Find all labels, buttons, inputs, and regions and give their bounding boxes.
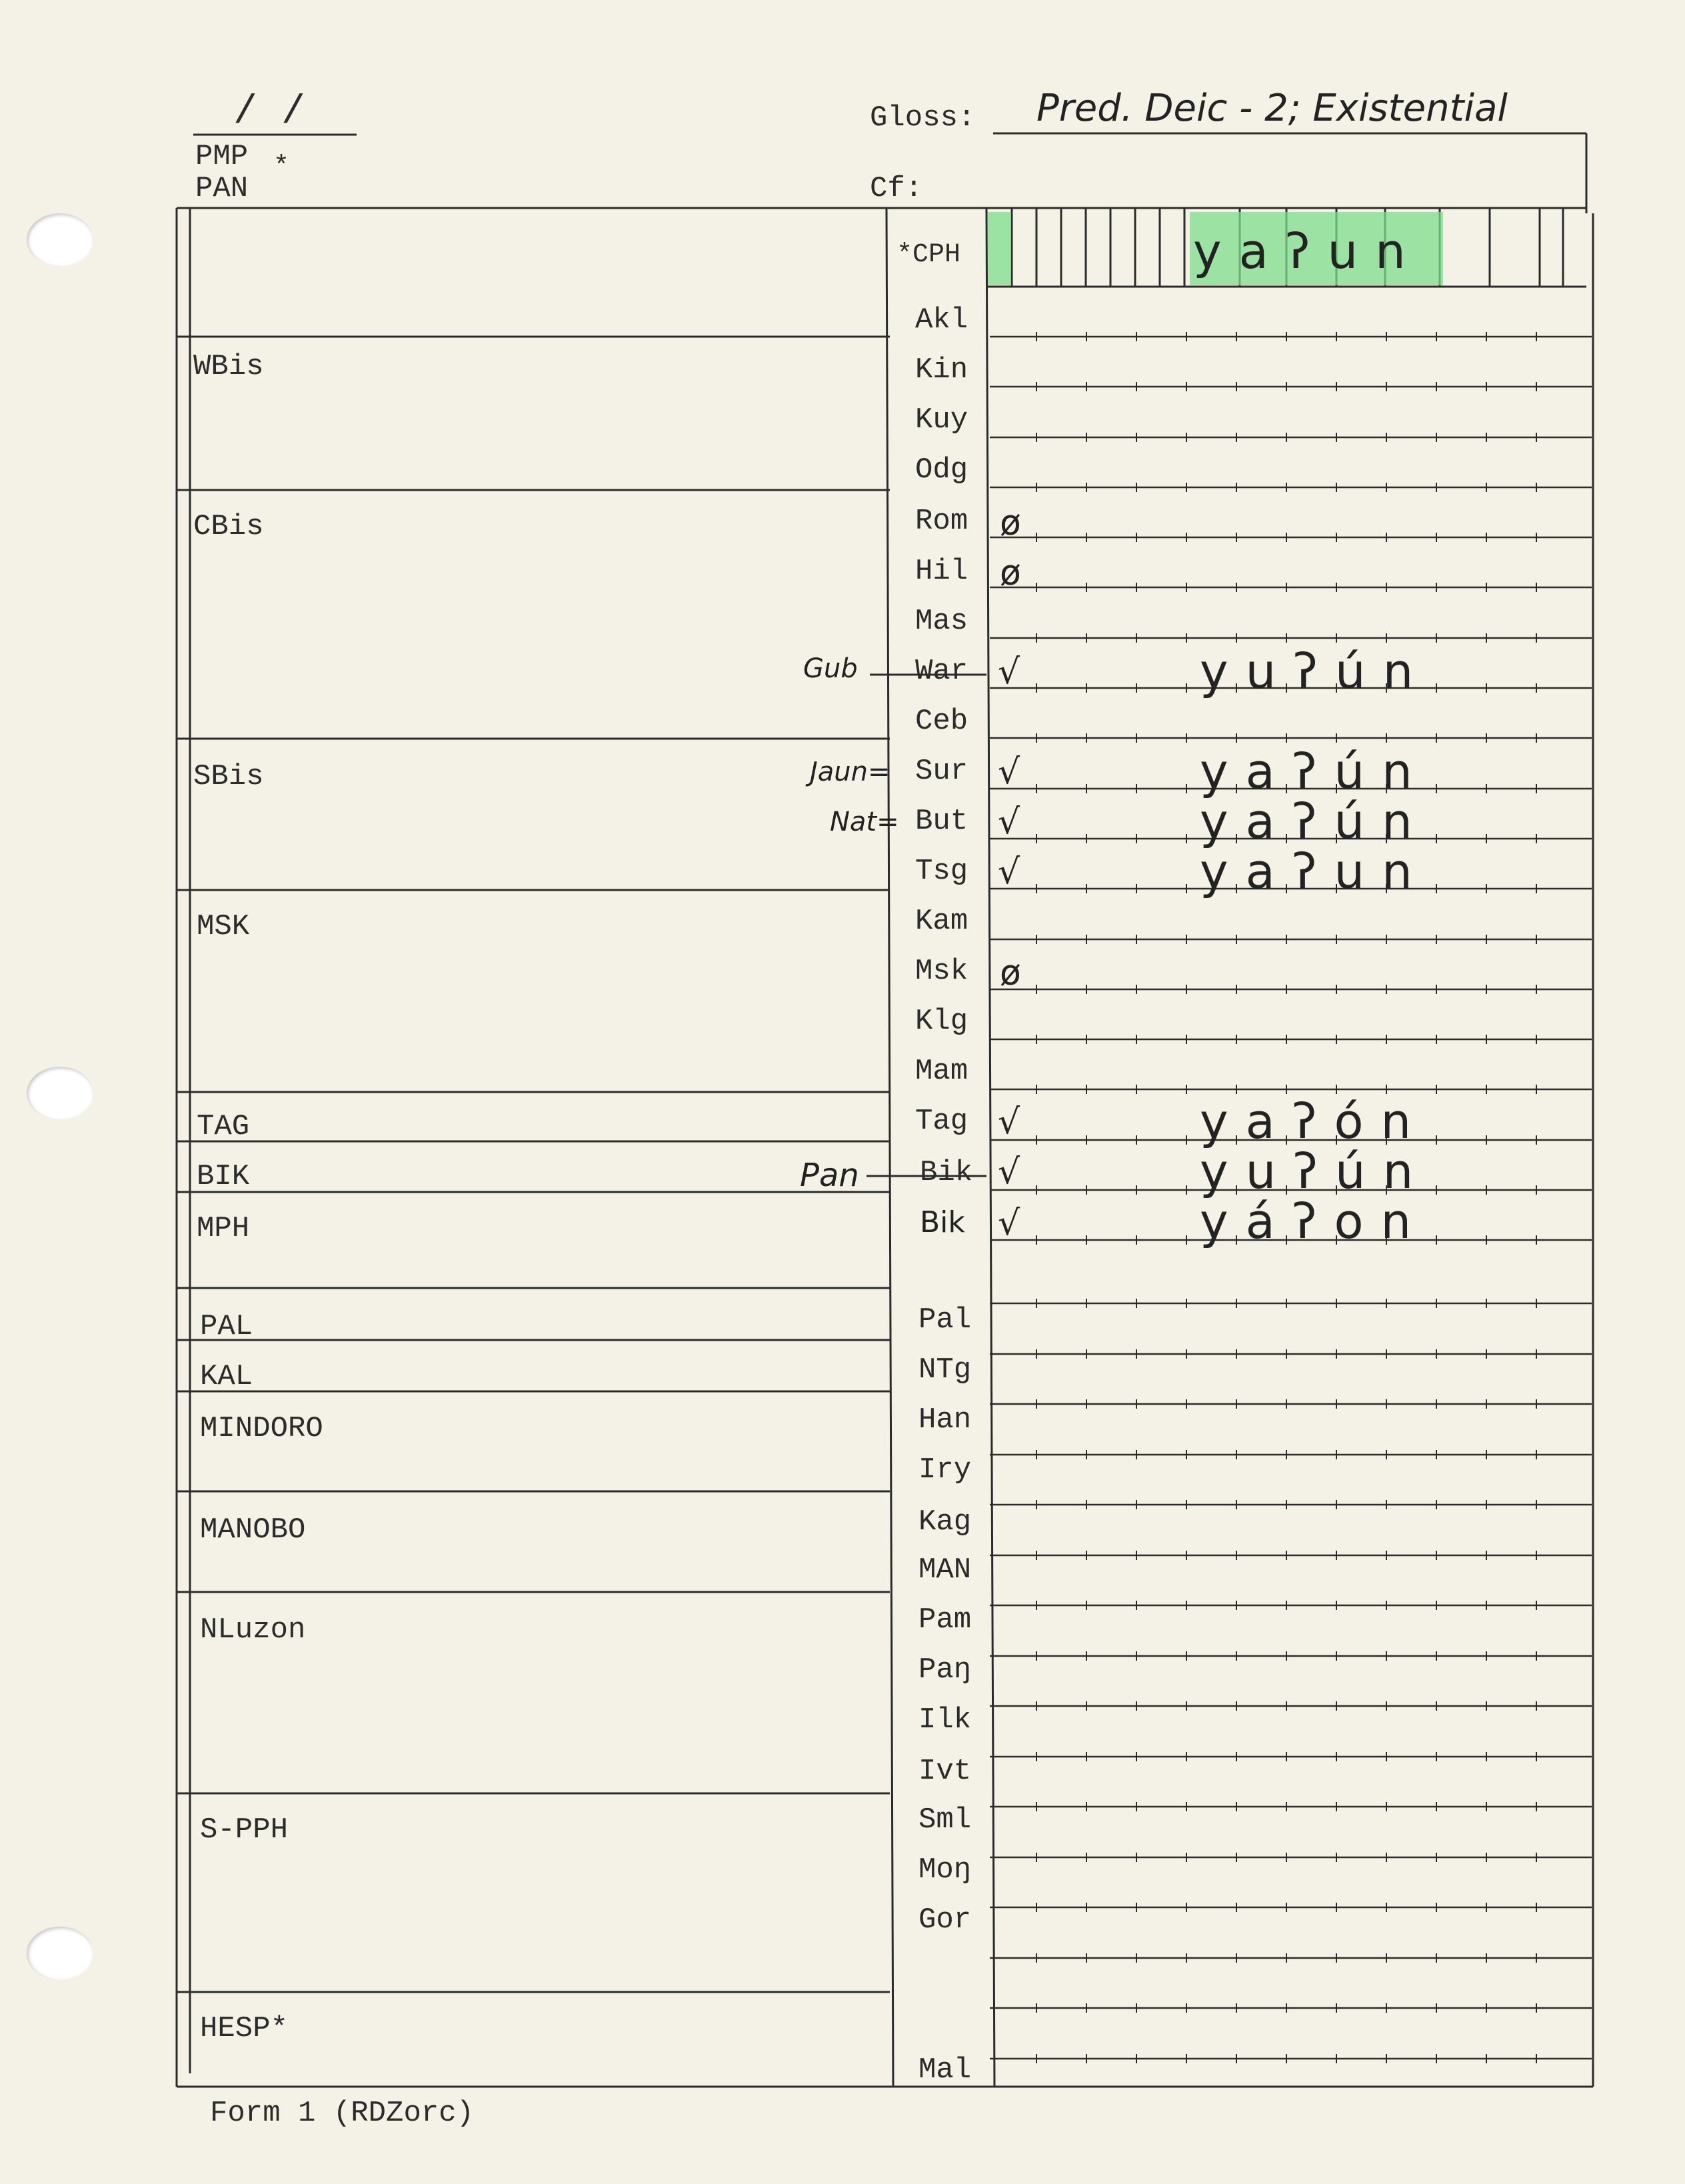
lang-hil: Hil	[915, 555, 968, 588]
lang-war-crossed: War	[915, 655, 968, 688]
lang-bik-crossed: Bik	[920, 1156, 973, 1189]
mark-msk: ø	[1000, 953, 1021, 993]
mark-tag: √	[998, 1102, 1020, 1142]
lang-man: MAN	[918, 1553, 972, 1587]
mark-bik-crossed: √	[998, 1152, 1020, 1192]
pmp-label: PMP	[195, 140, 249, 173]
mark-rom: ø	[1000, 503, 1021, 543]
annotation-pan: Pan	[800, 1157, 859, 1194]
lang-han: Han	[918, 1403, 972, 1437]
lang-ivt: Ivt	[918, 1755, 972, 1788]
lang-tag: Tag	[915, 1105, 968, 1138]
lang-klg: Klg	[915, 1005, 968, 1038]
mark-sur: √	[998, 752, 1020, 792]
group-nluzon: NLuzon	[200, 1613, 306, 1647]
lang-bik: Bik	[920, 1205, 965, 1239]
group-spph: S-PPH	[200, 1813, 289, 1847]
annotation-jaun: Jaun=	[810, 757, 890, 787]
lang-ilk: Ilk	[918, 1703, 972, 1737]
cf-label: Cf:	[870, 172, 923, 205]
lang-iry: Iry	[918, 1453, 972, 1487]
form-bik: yáʔon	[1200, 1193, 1429, 1249]
group-mindoro: MINDORO	[200, 1412, 323, 1445]
lang-sml: Sml	[918, 1803, 972, 1837]
lang-cph: *CPH	[896, 240, 961, 270]
lang-ceb: Ceb	[915, 705, 968, 738]
lang-akl: Akl	[915, 303, 968, 337]
lang-odg: Odg	[915, 453, 968, 487]
form-but: yaʔún	[1200, 793, 1430, 849]
group-mph: MPH	[197, 1212, 250, 1245]
gloss-label: Gloss:	[870, 101, 976, 135]
reconstruction-asterisk: *	[273, 152, 290, 182]
pan-label: PAN	[195, 172, 249, 205]
lang-kam: Kam	[915, 905, 968, 938]
lang-rom: Rom	[915, 505, 968, 538]
lang-but: But	[915, 805, 968, 838]
lang-pag: Paŋ	[918, 1653, 972, 1687]
slash-marks: / /	[233, 90, 306, 135]
form-war: yuʔún	[1200, 643, 1431, 699]
group-tag: TAG	[197, 1110, 250, 1143]
form-cph: yaʔun	[1193, 223, 1423, 279]
lang-tsg: Tsg	[915, 855, 968, 888]
lang-mal: Mal	[918, 2053, 972, 2087]
lang-gor: Gor	[918, 1903, 972, 1937]
mark-hil: ø	[1000, 553, 1021, 593]
lang-pam: Pam	[918, 1603, 972, 1637]
group-manobo: MANOBO	[200, 1513, 306, 1547]
group-sbis: SBis	[193, 760, 264, 793]
mark-tsg: √	[998, 852, 1020, 892]
group-pal: PAL	[200, 1310, 253, 1343]
form-bik-crossed: yuʔún	[1200, 1143, 1431, 1199]
lang-mam: Mam	[915, 1055, 968, 1088]
lang-kuy: Kuy	[915, 403, 968, 437]
mark-war: √	[998, 652, 1020, 692]
lang-kin: Kin	[915, 353, 968, 387]
annotation-gub: Gub	[803, 653, 858, 684]
lang-mong: Moŋ	[918, 1853, 972, 1887]
form-tsg: yaʔun	[1200, 843, 1430, 899]
lang-mas: Mas	[915, 605, 968, 638]
group-bik: BIK	[197, 1160, 250, 1193]
lang-kag: Kag	[918, 1505, 972, 1539]
form-footer-label: Form 1 (RDZorc)	[210, 2097, 475, 2130]
lang-pal: Pal	[918, 1303, 972, 1337]
lang-ntg: NTg	[918, 1353, 972, 1387]
gloss-value: Pred. Deic - 2; Existential	[1036, 87, 1508, 130]
lang-sur: Sur	[915, 755, 968, 788]
form-tag: yaʔón	[1200, 1093, 1429, 1149]
group-hesp: HESP*	[200, 2012, 289, 2045]
mark-bik: √	[998, 1203, 1020, 1243]
mark-but: √	[998, 802, 1020, 842]
annotation-nat: Nat=	[830, 807, 899, 837]
group-wbis: WBis	[193, 350, 264, 383]
form-sur: yaʔún	[1200, 743, 1430, 799]
group-kal: KAL	[200, 1360, 253, 1393]
group-cbis: CBis	[193, 510, 264, 543]
group-msk: MSK	[197, 910, 250, 943]
lang-msk: Msk	[915, 955, 968, 988]
